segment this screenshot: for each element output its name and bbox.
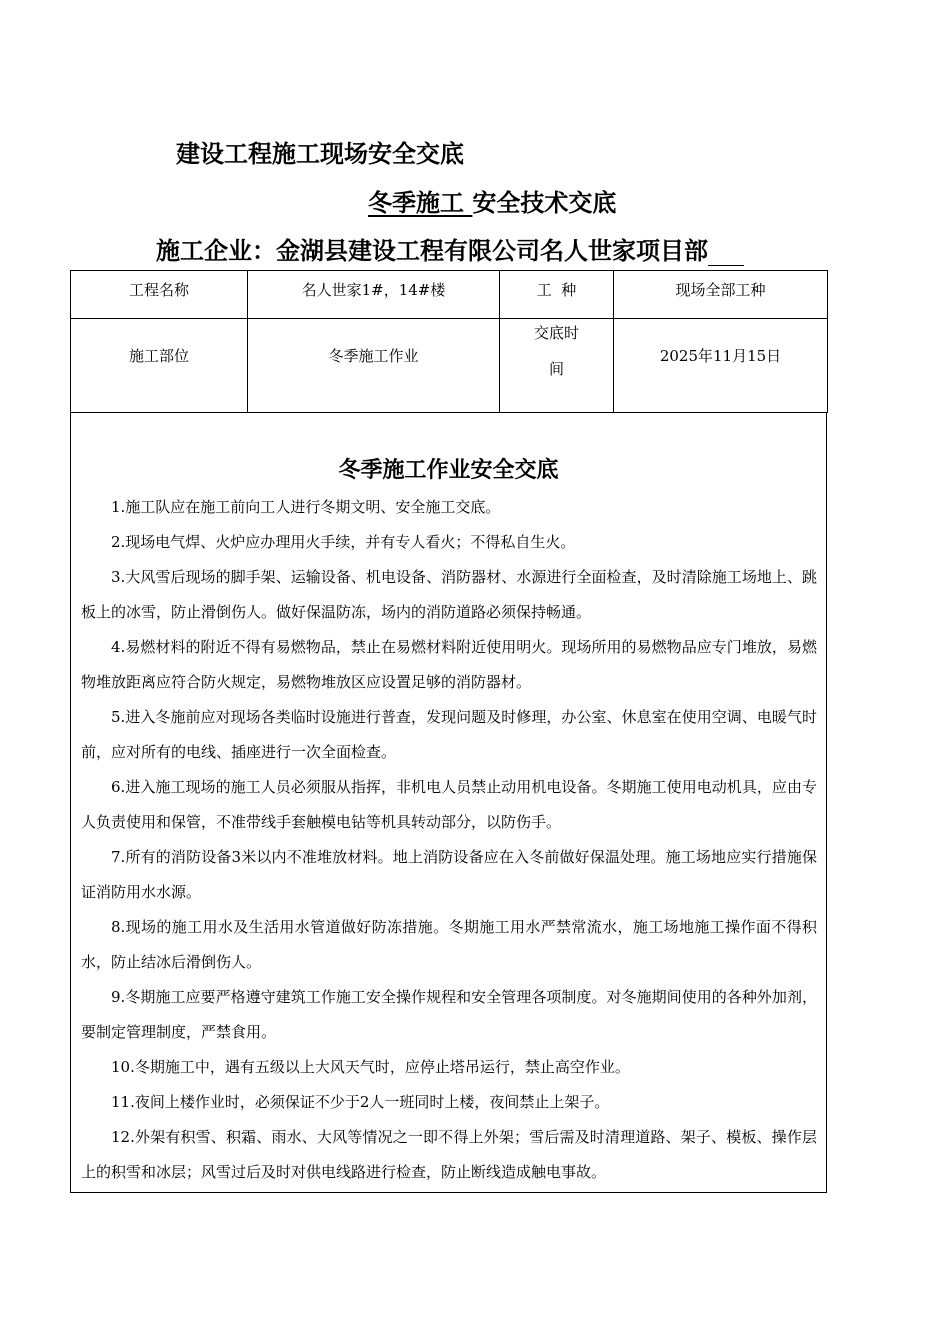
document-subtitle [354, 183, 616, 218]
safety-items [81, 490, 817, 1190]
work-part-label: 施工部位 [71, 319, 248, 413]
subtitle-rest: 安全技术交底 [472, 189, 617, 217]
safety-item: 12.外架有积雪、积霜、雨水、大风等情况之一即不得上外架；雪后需及时清理道路、架子、模板、操作层上的积雪和冰层；风雪过后及时对供电线路进行检查，防止断线造成触电事故。 [81, 1128, 817, 1181]
briefing-time-label-line2: 间 [548, 360, 564, 378]
safety-item: 2.现场电气焊、火炉应办理用火手续，并有专人看火；不得私自生火。 [111, 533, 576, 551]
project-name-value: 名人世家1#，14#楼 [248, 271, 500, 319]
safety-item: 11.夜间上楼作业时，必须保证不少于2人一班同时上楼，夜间禁止上架子。 [111, 1093, 610, 1111]
work-type-label: 工 种 [500, 271, 614, 319]
briefing-time-label [500, 319, 614, 413]
safety-item: 7.所有的消防设备3米以内不准堆放材料。地上消防设备应在入冬前做好保温处理。施工场地应实行措施保证消防用水水源。 [81, 848, 817, 901]
work-type-value: 现场全部工种 [614, 271, 828, 319]
safety-item: 6.进入施工现场的施工人员必须服从指挥，非机电人员禁止动用机电设备。冬期施工使用电动机具，应由专人负责使用和保管，不准带线手套触模电钻等机具转动部分，以防伤手。 [81, 778, 817, 831]
safety-item: 8.现场的施工用水及生活用水管道做好防冻措施。冬期施工用水严禁常流水，施工场地施工操作面不得积水，防止结冰后滑倒伤人。 [81, 918, 817, 971]
work-part-value: 冬季施工作业 [248, 319, 500, 413]
content-box [70, 413, 827, 1193]
company-underline [708, 239, 744, 266]
project-name-label: 工程名称 [71, 271, 248, 319]
company-line [156, 231, 744, 266]
subtitle-underlined-part: 冬季施工 [368, 189, 473, 217]
briefing-time-value: 2025年11月15日 [614, 319, 828, 413]
info-table [70, 270, 828, 413]
safety-item: 3.大风雪后现场的脚手架、运输设备、机电设备、消防器材、水源进行全面检查，及时清除施工场地上、跳板上的冰雪，防止滑倒伤人。做好保温防冻，场内的消防道路必须保持畅通。 [81, 568, 817, 621]
safety-item: 4.易燃材料的附近不得有易燃物品，禁止在易燃材料附近使用明火。现场所用的易燃物品应专门堆放，易燃物堆放距离应符合防火规定，易燃物堆放区应设置足够的消防器材。 [81, 638, 817, 691]
safety-item: 9.冬期施工应要严格遵守建筑工作施工安全操作规程和安全管理各项制度。对冬施期间使用的各种外加剂，要制定管理制度，严禁食用。 [81, 988, 817, 1041]
safety-item: 10.冬期施工中，遇有五级以上大风天气时，应停止塔吊运行，禁止高空作业。 [111, 1058, 630, 1076]
document-title: 建设工程施工现场安全交底 [176, 140, 464, 168]
section-title: 冬季施工作业安全交底 [338, 458, 559, 483]
info-row-part [71, 319, 828, 413]
info-row-project [71, 271, 828, 319]
safety-item: 1.施工队应在施工前向工人进行冬期文明、安全施工交底。 [111, 498, 501, 516]
company-name: 施工企业：金湖县建设工程有限公司名人世家项目部 [156, 237, 708, 265]
safety-item: 5.进入冬施前应对现场各类临时设施进行普查，发现问题及时修理，办公室、休息室在使用空调、电暖气时前，应对所有的电线、插座进行一次全面检查。 [81, 708, 817, 761]
briefing-time-label-line1: 交底时 [533, 324, 579, 342]
